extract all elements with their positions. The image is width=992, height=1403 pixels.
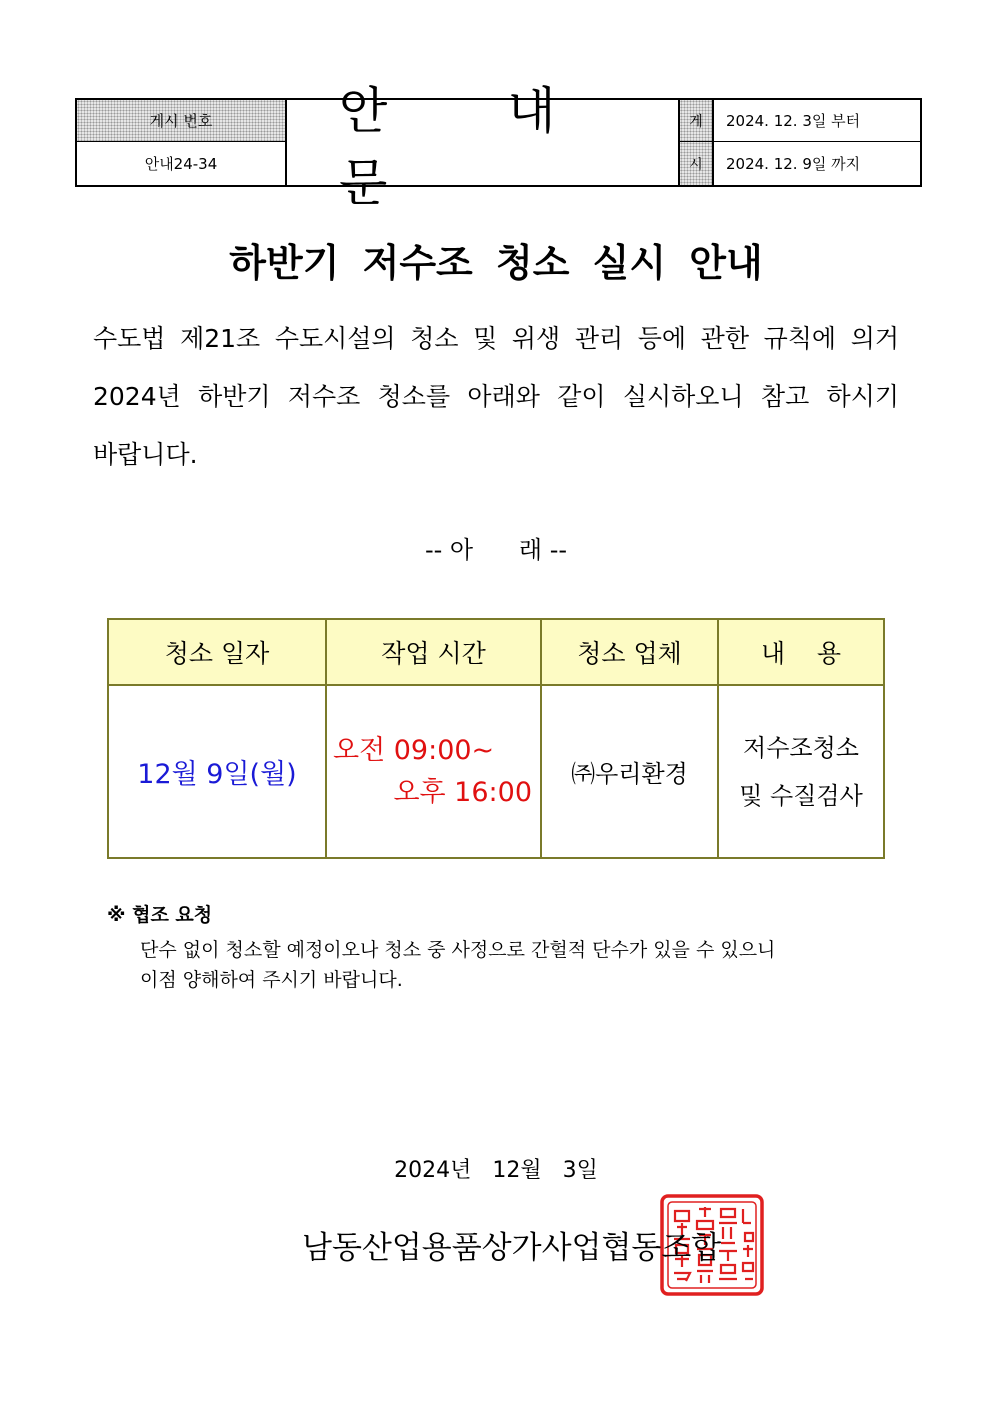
company-name: ㈜우리환경 <box>571 760 688 788</box>
body-line-3: 바랍니다. <box>93 440 198 469</box>
body-line-2: 2024년 하반기 저수조 청소를 아래와 같이 실시하오니 참고 하시기 <box>93 382 899 411</box>
note-heading: ※ 협조 요청 <box>107 904 213 926</box>
post-number-label: 게시 번호 <box>77 100 287 142</box>
note-line-2: 이점 양해하여 주시기 바랍니다. <box>140 969 403 991</box>
header-content: 내 용 <box>719 620 883 686</box>
cleaning-date: 12월 9일(월) <box>137 759 297 790</box>
issue-date: 2024년 12월 3일 <box>394 1158 598 1183</box>
page-title: 하반기 저수조 청소 실시 안내 <box>229 241 763 285</box>
note-body <box>140 935 870 995</box>
period-label-bottom: 시 <box>680 142 714 185</box>
body-paragraph <box>93 310 899 484</box>
organization-name: 남동산업용품상가사업협동조합 <box>302 1230 722 1266</box>
work-time <box>327 730 540 814</box>
header-cleaning-date: 청소 일자 <box>109 620 325 686</box>
work-content <box>739 724 863 820</box>
cell-content <box>719 686 883 857</box>
header-work-time: 작업 시간 <box>327 620 540 686</box>
start-date: 2024. 12. 3일 부터 <box>714 100 920 142</box>
content-line-2: 및 수질검사 <box>739 781 863 810</box>
post-number: 안내24-34 <box>77 142 287 185</box>
content-line-1: 저수조청소 <box>743 733 859 762</box>
section-label: -- 아 래 -- <box>424 536 568 564</box>
body-line-1: 수도법 제21조 수도시설의 청소 및 위생 관리 등에 관한 규칙에 의거 <box>93 324 899 353</box>
header-company: 청소 업체 <box>542 620 717 686</box>
end-date: 2024. 12. 9일 까지 <box>726 155 861 173</box>
period-label-top: 게 <box>680 100 714 142</box>
time-start: 오전 09:00~ <box>333 734 495 766</box>
cell-date <box>109 686 325 857</box>
cell-time <box>327 686 540 857</box>
cell-company <box>542 686 717 857</box>
note-line-1: 단수 없이 청소할 예정이오나 청소 중 사정으로 간헐적 단수가 있을 수 있으니 <box>140 939 776 961</box>
doc-title: 안 내 문 <box>287 100 680 185</box>
notice-header <box>75 81 922 212</box>
time-end: 오후 16:00 <box>393 776 532 808</box>
schedule-table <box>107 618 885 859</box>
